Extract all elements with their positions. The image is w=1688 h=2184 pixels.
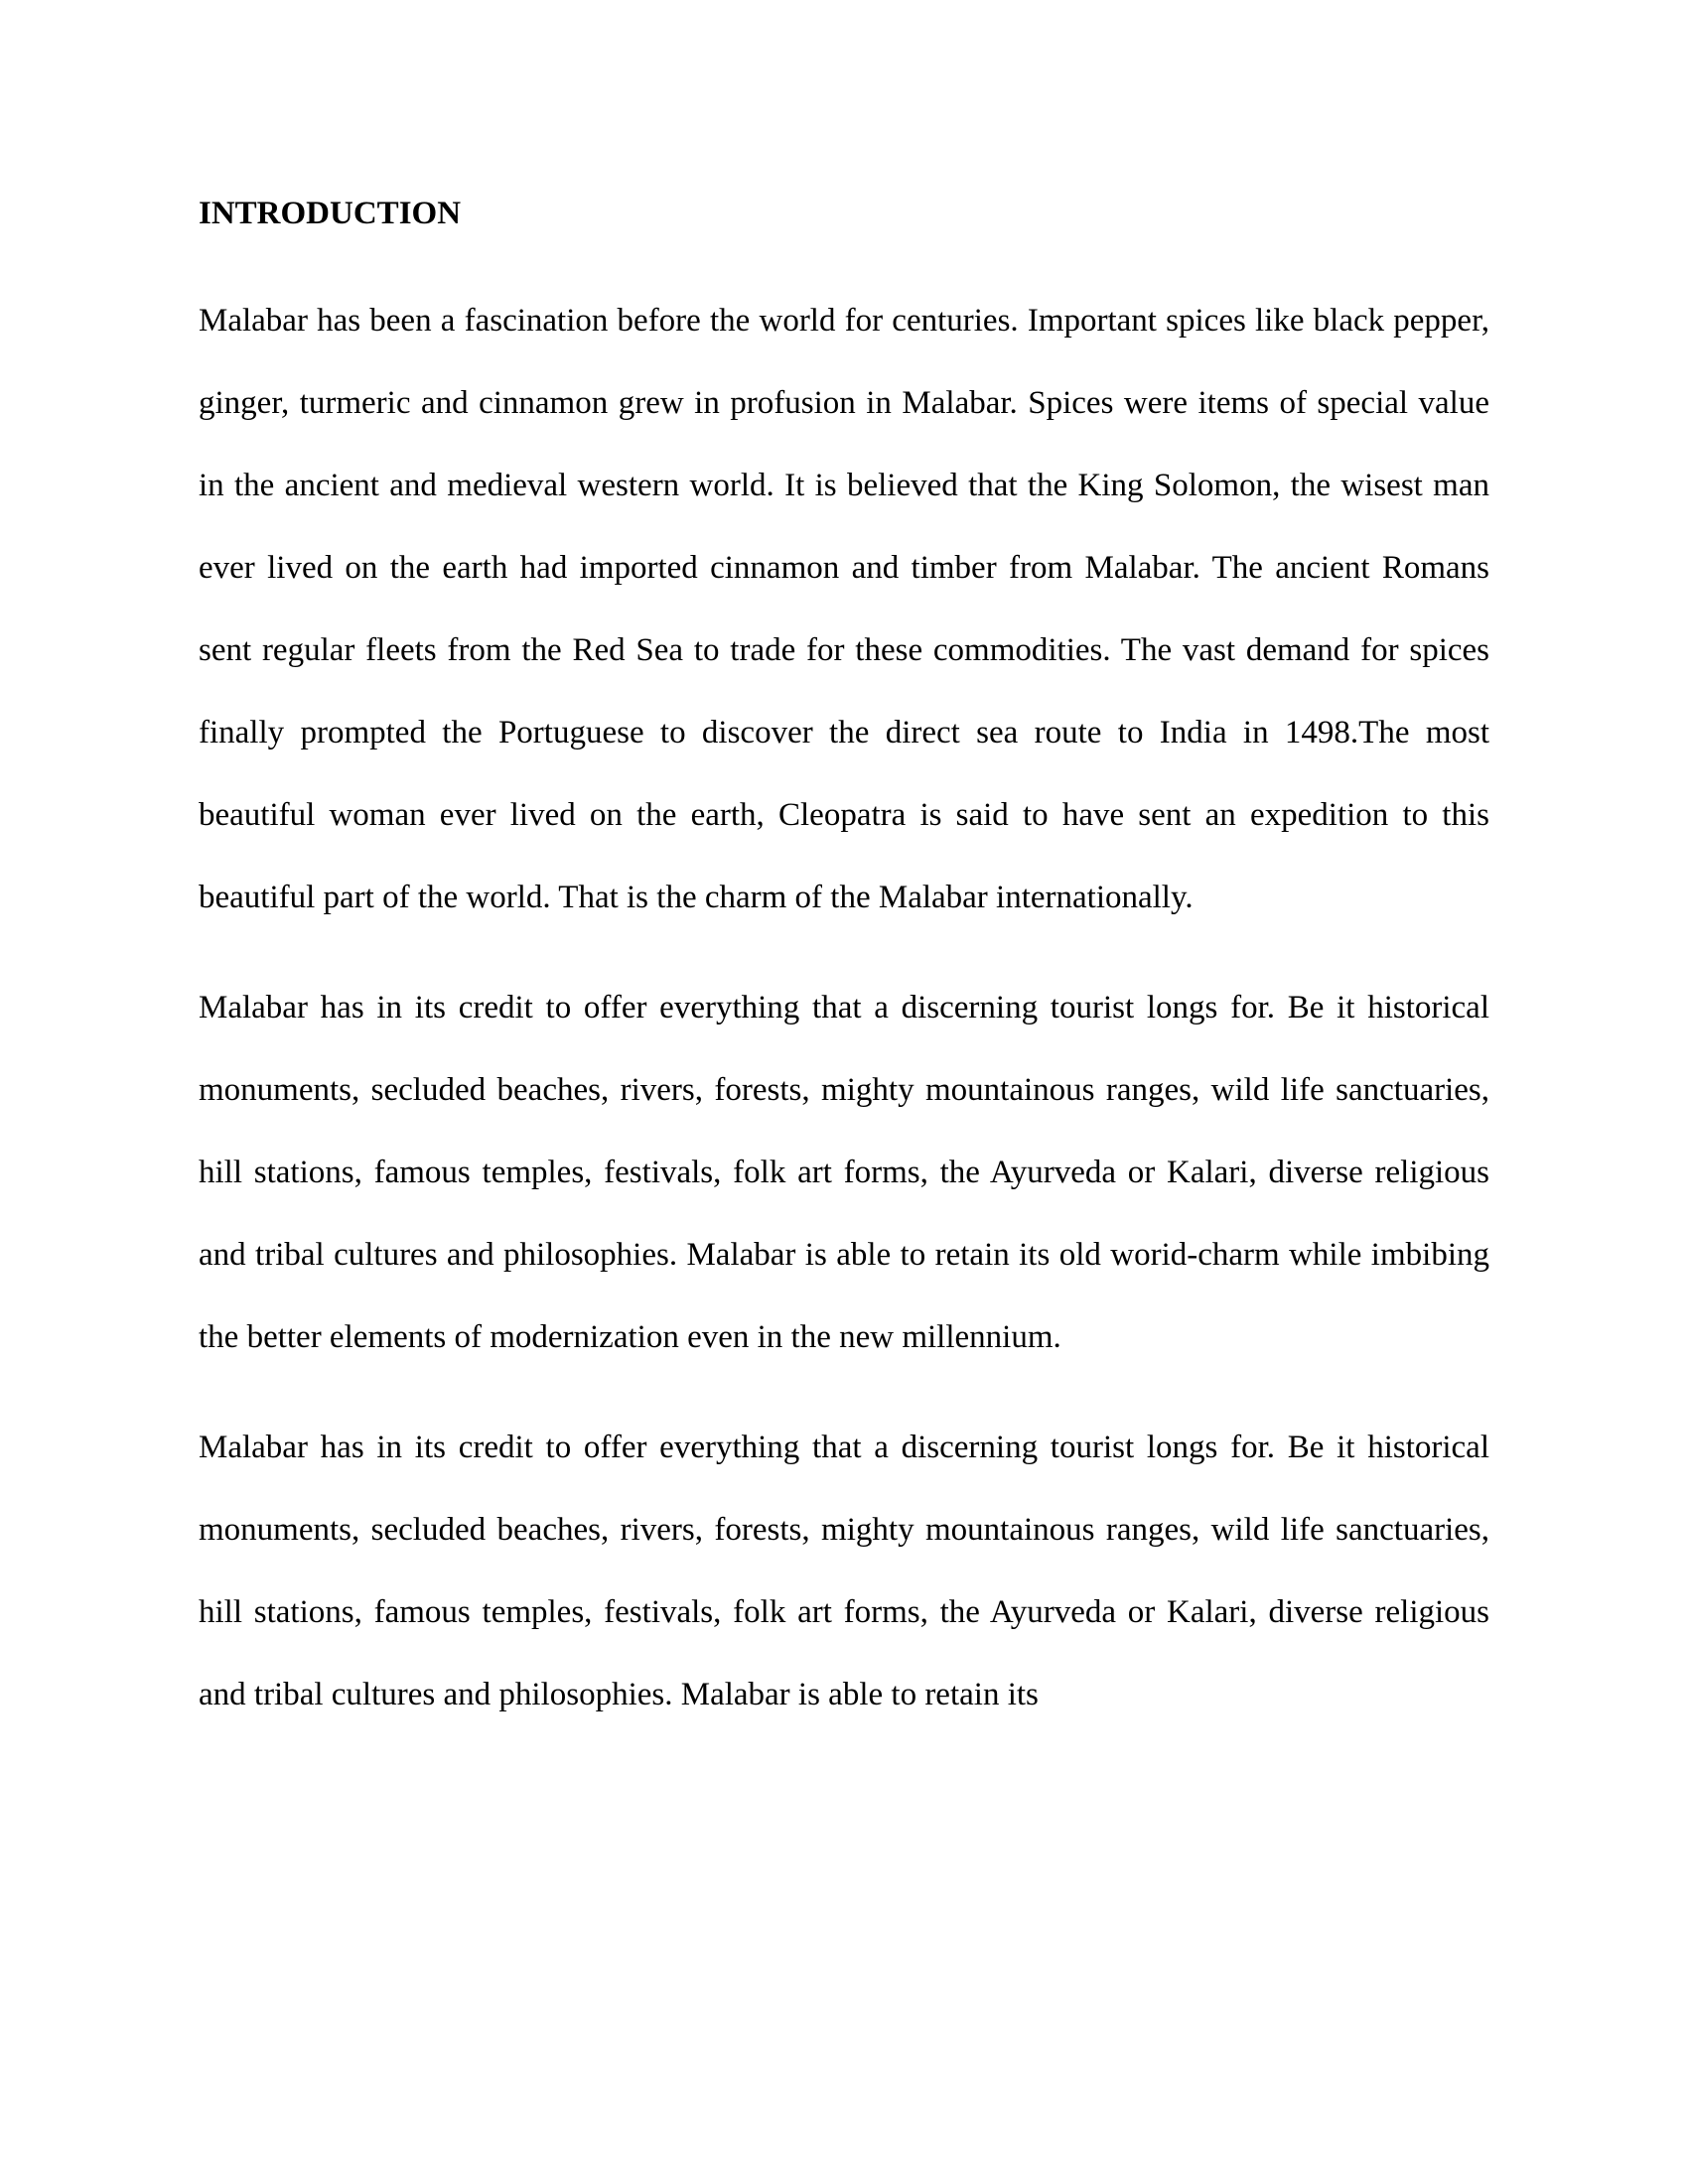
section-heading: INTRODUCTION <box>199 196 462 231</box>
paragraph-3: Malabar has in its credit to offer everything that a discerning tourist longs for. Be it historical monuments, secluded beaches, rivers, forests, mighty mountainous ranges, wild life sanctuaries, hill stations, famous temples, festivals, folk art forms, the Ayurveda or Kalari, diverse religious and tribal cultures and philosophies. Malabar is able to retain its <box>199 1430 1489 1712</box>
document-body <box>199 189 1489 1764</box>
paragraph-2: Malabar has in its credit to offer everything that a discerning tourist longs for. Be it historical monuments, secluded beaches, rivers, forests, mighty mountainous ranges, wild life sanctuaries, hill stations, famous temples, festivals, folk art forms, the Ayurveda or Kalari, diverse religious and tribal cultures and philosophies. Malabar is able to retain its old worid-charm while imbibing the better elements of modernization even in the new millennium. <box>199 990 1489 1355</box>
paragraph-1: Malabar has been a fascination before the world for centuries. Important spices like black pepper, ginger, turmeric and cinnamon grew in profusion in Malabar. Spices were items of special value in the ancient and medieval western world. It is believed that the King Solomon, the wisest man ever lived on the earth had imported cinnamon and timber from Malabar. The ancient Romans sent regular fleets from the Red Sea to trade for these commodities. The vast demand for spices finally prompted the Portuguese to discover the direct sea route to India in 1498.The most beautiful woman ever lived on the earth, Cleopatra is said to have sent an expedition to this beautiful part of the world. That is the charm of the Malabar internationally. <box>199 303 1489 915</box>
